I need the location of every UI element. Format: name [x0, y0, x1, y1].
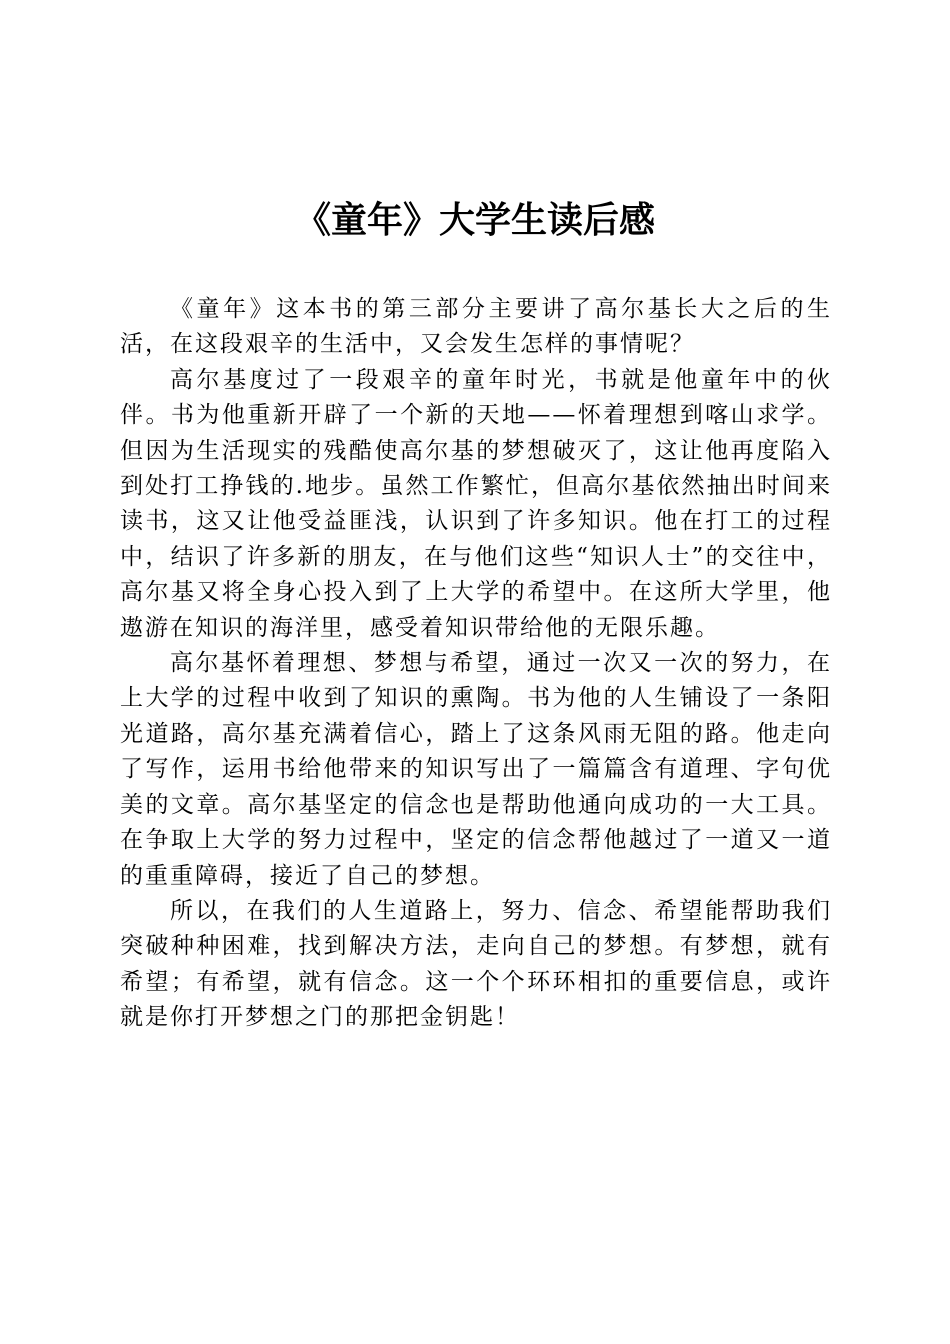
paragraph-2: 高尔基度过了一段艰辛的童年时光，书就是他童年中的伙伴。书为他重新开辟了一个新的天地——怀着理想到喀山求学。但因为生活现实的残酷使高尔基的梦想破灭了，这让他再度陷入到处打工挣钱的.地步。虽然工作繁忙，但高尔基依然抽出时间来读书，这又让他受益匪浅，认识到了许多知识。他在打工的过程中，结识了许多新的朋友，在与他们这些“知识人士”的交往中，高尔基又将全身心投入到了上大学的希望中。在这所大学里，他遨游在知识的海洋里，感受着知识带给他的无限乐趣。	[120, 366, 832, 641]
document-title: 《童年》大学生读后感	[294, 199, 655, 241]
paragraph-1: 《童年》这本书的第三部分主要讲了高尔基长大之后的生活，在这段艰辛的生活中，又会发生怎样的事情呢？	[120, 296, 832, 358]
document-body	[120, 292, 832, 1036]
paragraph-3: 高尔基怀着理想、梦想与希望，通过一次又一次的努力，在上大学的过程中收到了知识的熏陶。书为他的人生铺设了一条阳光道路，高尔基充满着信心，踏上了这条风雨无阻的路。他走向了写作，运用书给他带来的知识写出了一篇篇含有道理、字句优美的文章。高尔基坚定的信念也是帮助他通向成功的一大工具。在争取上大学的努力过程中，坚定的信念帮他越过了一道又一道的重重障碍，接近了自己的梦想。	[120, 650, 832, 889]
paragraph-4: 所以，在我们的人生道路上，努力、信念、希望能帮助我们突破种种困难，找到解决方法，走向自己的梦想。有梦想，就有希望；有希望，就有信念。这一个个环环相扣的重要信息，或许就是你打开梦想之门的那把金钥匙！	[120, 897, 832, 1031]
